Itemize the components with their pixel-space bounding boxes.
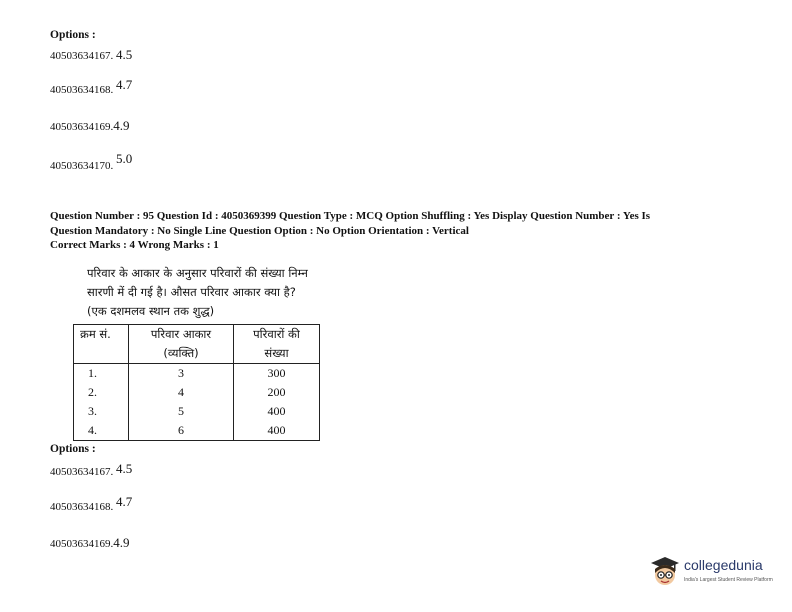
table-cell-sn: 4. (74, 421, 129, 441)
logo-name: collegedunia (684, 557, 763, 573)
mascot-icon (650, 555, 680, 589)
option-value: 4.7 (116, 77, 133, 92)
table-header-count (234, 325, 320, 364)
table-cell-sn: 1. (74, 364, 129, 384)
table-cell-size: 5 (129, 402, 234, 421)
table-row (74, 383, 320, 402)
option-value: 4.5 (116, 47, 133, 62)
option-row (50, 463, 132, 479)
table-header-count-line1: परिवारों की (253, 327, 300, 341)
table-cell-sn: 3. (74, 402, 129, 421)
table-cell-size: 3 (129, 364, 234, 384)
option-id: 40503634170. (50, 160, 114, 172)
collegedunia-logo (650, 555, 780, 595)
table-header-size-line2: (व्यक्ति) (163, 346, 199, 360)
table-cell-count: 400 (234, 402, 320, 421)
option-id: 40503634168. (50, 501, 114, 513)
data-table (73, 324, 320, 441)
table-cell-count: 200 (234, 383, 320, 402)
table-cell-count: 400 (234, 421, 320, 441)
question-meta-line1: Question Number : 95 Question Id : 4050369399 Question Type : MCQ Option Shuffling : Yes Display Question Number : Yes Is (50, 210, 651, 222)
question-text-line1: परिवार के आकार के अनुसार परिवारों की संख्या निम्न (87, 266, 308, 280)
option-row (50, 151, 133, 173)
table-row (74, 364, 320, 384)
option-row (50, 77, 133, 97)
option-value: 4.7 (116, 494, 133, 509)
option-row (50, 47, 132, 63)
option-id: 40503634167. (50, 50, 114, 62)
option-row (50, 494, 133, 514)
option-row (50, 118, 130, 134)
option-id: 40503634169. (50, 121, 114, 133)
table-header-count-line2: संख्या (264, 346, 289, 360)
option-value: 4.9 (113, 118, 130, 133)
table-header-size (129, 325, 234, 364)
option-value: 5.0 (116, 151, 133, 166)
logo-tagline: India's Largest Student Review Platform (684, 577, 773, 583)
option-id: 40503634168. (50, 84, 114, 96)
option-id: 40503634167. (50, 466, 114, 478)
table-cell-sn: 2. (74, 383, 129, 402)
option-row (50, 535, 130, 551)
table-cell-size: 6 (129, 421, 234, 441)
table-header-size-line1: परिवार आकार (150, 327, 212, 341)
table-header-row (74, 325, 320, 364)
option-value: 4.5 (116, 461, 133, 476)
table-row (74, 402, 320, 421)
question-text (87, 264, 308, 321)
question-text-line3: (एक दशमलव स्थान तक शुद्ध) (87, 304, 215, 318)
question-meta-line2: Question Mandatory : No Single Line Question Option : No Option Orientation : Vertical (50, 224, 469, 237)
question-text-line2: सारणी में दी गई है। औसत परिवार आकार क्या है? (87, 285, 296, 299)
table-cell-count: 300 (234, 364, 320, 384)
question-marks: Correct Marks : 4 Wrong Marks : 1 (50, 239, 219, 251)
option-value: 4.9 (113, 535, 130, 550)
question-meta (50, 209, 750, 253)
options-heading-bottom: Options : (50, 443, 96, 455)
options-heading-top: Options : (50, 29, 96, 41)
table-row (74, 421, 320, 441)
option-id: 40503634169. (50, 538, 114, 550)
table-cell-size: 4 (129, 383, 234, 402)
table-header-sn: क्रम सं. (74, 325, 129, 364)
